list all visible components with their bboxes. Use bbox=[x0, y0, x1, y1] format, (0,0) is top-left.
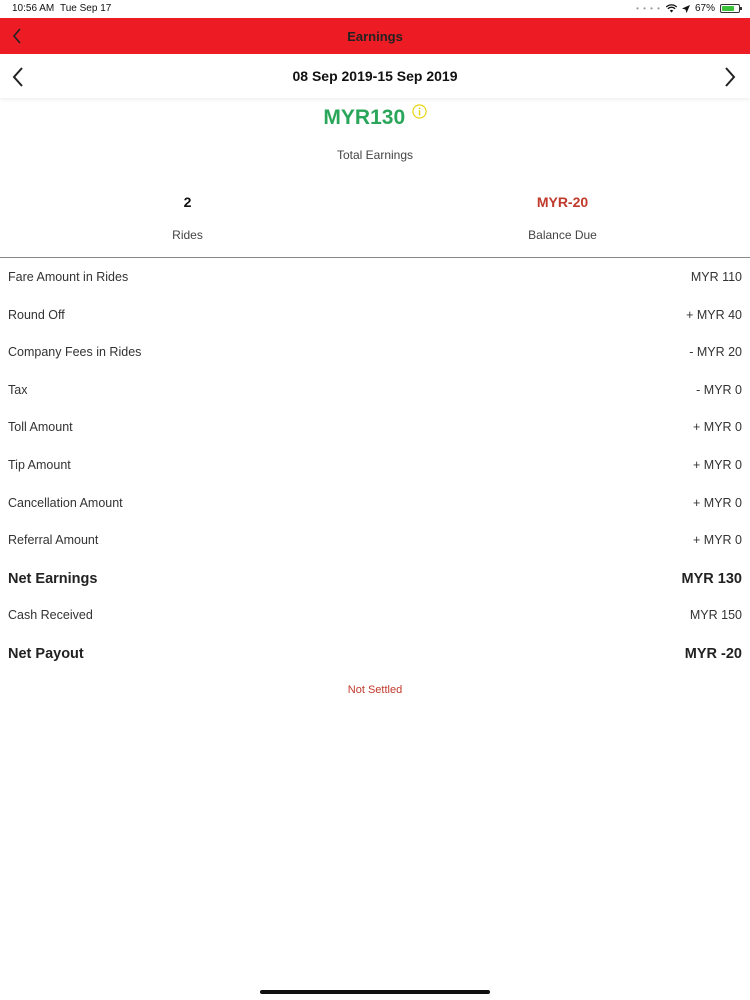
row-label: Net Earnings bbox=[8, 570, 98, 587]
wifi-icon bbox=[666, 4, 677, 13]
rides-label: Rides bbox=[172, 228, 203, 242]
row-cash-received bbox=[0, 596, 750, 634]
row-label: Toll Amount bbox=[8, 420, 73, 435]
row-value: MYR 150 bbox=[689, 608, 742, 623]
row-label: Net Payout bbox=[8, 645, 84, 662]
nav-bar bbox=[0, 18, 750, 54]
total-earnings-label: Total Earnings bbox=[336, 148, 414, 162]
status-date: Tue Sep 17 bbox=[60, 3, 112, 14]
date-selector bbox=[0, 56, 750, 98]
row-label: Round Off bbox=[8, 307, 65, 322]
balance-due-amount: MYR-20 bbox=[536, 194, 589, 210]
row-tip-amount bbox=[0, 446, 750, 484]
status-time: 10:56 AM bbox=[12, 3, 55, 14]
total-earnings-amount-wrap bbox=[0, 106, 750, 130]
rides-count: 2 bbox=[183, 194, 192, 210]
multitasking-dots-icon: • • • • bbox=[636, 4, 661, 13]
row-value: MYR 110 bbox=[690, 270, 742, 284]
status-bar bbox=[0, 0, 750, 18]
row-label: Company Fees in Rides bbox=[8, 345, 142, 360]
row-tax bbox=[0, 371, 750, 409]
row-value: + MYR 0 bbox=[693, 495, 742, 510]
settlement-status: Not Settled bbox=[347, 684, 403, 696]
row-toll-amount bbox=[0, 408, 750, 446]
home-indicator[interactable] bbox=[260, 990, 490, 994]
row-fare-amount bbox=[0, 258, 750, 296]
row-value: + MYR 0 bbox=[693, 533, 742, 548]
row-value: - MYR 0 bbox=[696, 382, 742, 397]
row-label: Tax bbox=[8, 382, 28, 397]
row-net-payout bbox=[0, 634, 750, 672]
row-referral-amount bbox=[0, 521, 750, 559]
earnings-breakdown bbox=[0, 258, 750, 672]
battery-percent: 67% bbox=[694, 3, 715, 14]
battery-icon bbox=[720, 4, 740, 13]
balance-due-stat bbox=[375, 194, 750, 242]
row-value: - MYR 20 bbox=[689, 345, 742, 360]
row-company-fees bbox=[0, 333, 750, 371]
row-label: Referral Amount bbox=[8, 533, 99, 548]
row-round-off bbox=[0, 296, 750, 334]
row-value: MYR 130 bbox=[681, 570, 742, 587]
page-title: Earnings bbox=[347, 29, 403, 44]
row-label: Cash Received bbox=[8, 608, 93, 623]
date-range: 08 Sep 2019-15 Sep 2019 bbox=[292, 68, 458, 84]
row-net-earnings bbox=[0, 559, 750, 597]
row-label: Fare Amount in Rides bbox=[8, 270, 129, 284]
row-value: + MYR 0 bbox=[693, 457, 742, 472]
row-value: + MYR 40 bbox=[686, 307, 742, 322]
row-value: MYR -20 bbox=[684, 645, 742, 662]
next-week-button[interactable] bbox=[716, 64, 742, 90]
info-icon[interactable] bbox=[412, 104, 427, 119]
rides-stat bbox=[0, 194, 375, 242]
chevron-right-icon bbox=[726, 68, 734, 86]
row-label: Cancellation Amount bbox=[8, 495, 123, 510]
row-value: + MYR 0 bbox=[693, 420, 742, 435]
total-earnings-amount: MYR130 bbox=[323, 106, 406, 129]
location-arrow-icon bbox=[682, 5, 690, 13]
status-indicators bbox=[636, 3, 740, 14]
row-label: Tip Amount bbox=[8, 457, 71, 472]
row-cancellation-amount bbox=[0, 484, 750, 522]
balance-due-label: Balance Due bbox=[528, 228, 597, 242]
